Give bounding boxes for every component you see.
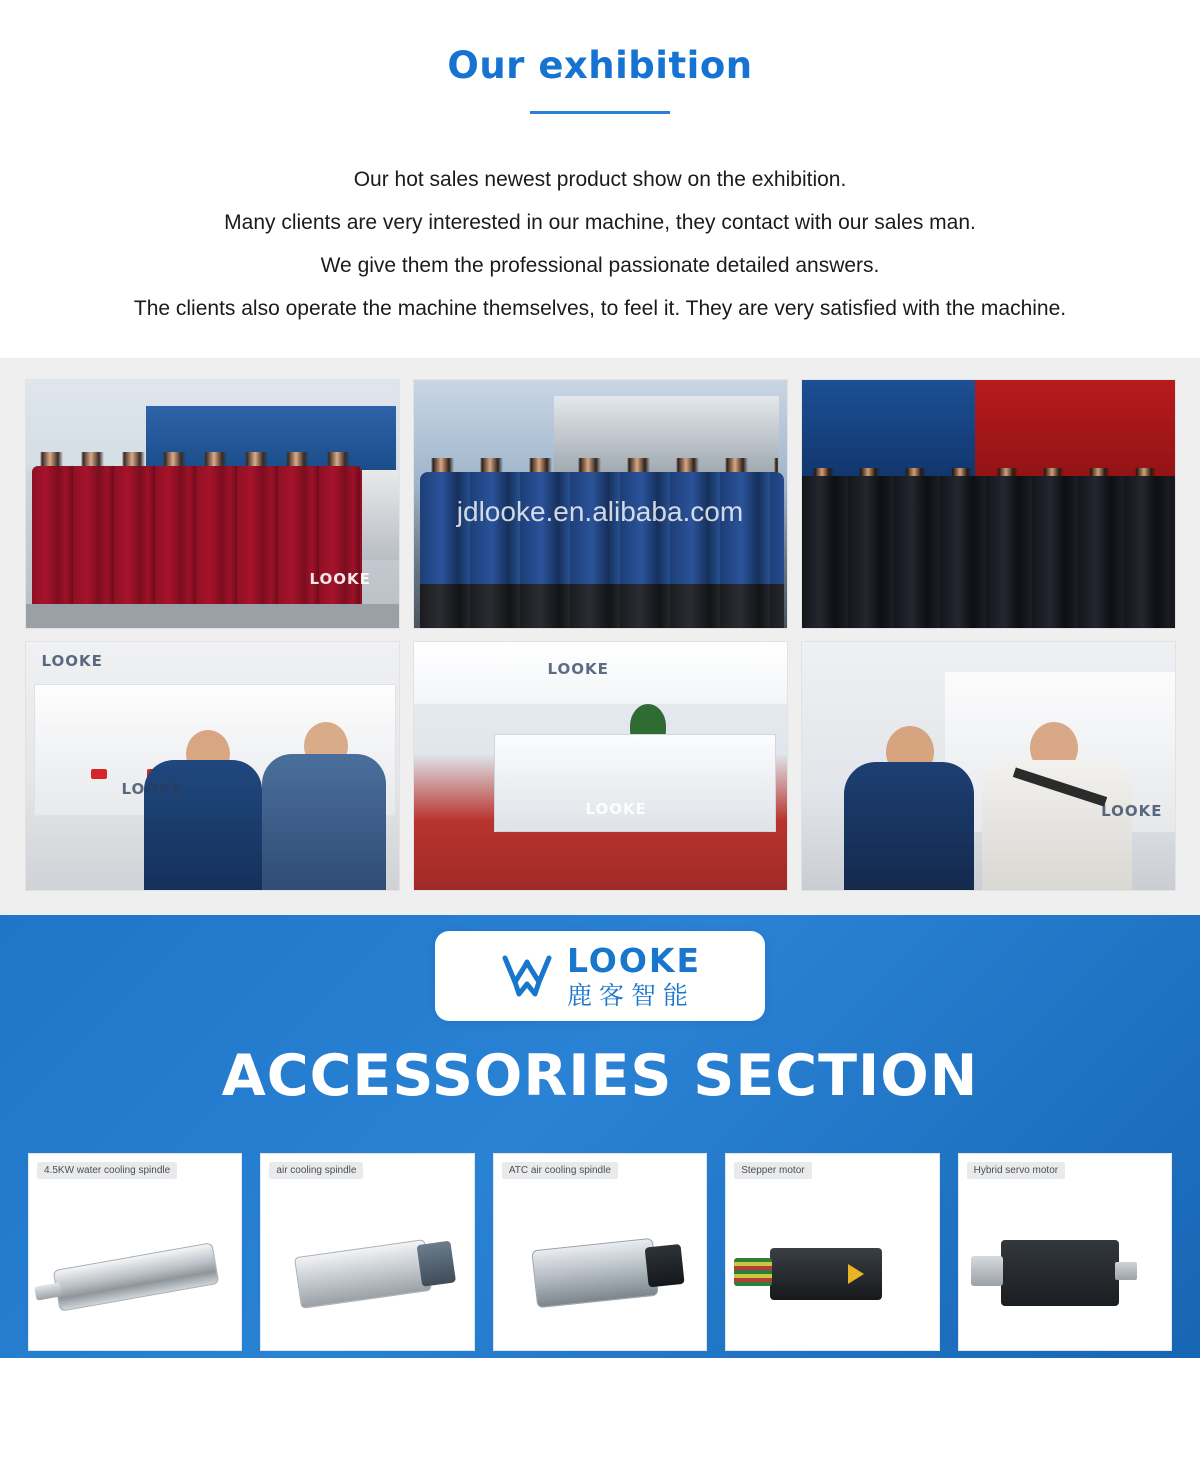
accessories-section bbox=[0, 915, 1200, 1358]
spindle-body bbox=[294, 1239, 432, 1309]
looke-logo-icon bbox=[499, 952, 555, 1000]
page-title: Our exhibition bbox=[447, 44, 753, 87]
accessory-label: ATC air cooling spindle bbox=[502, 1162, 618, 1179]
stepper-motor-image bbox=[726, 1200, 938, 1332]
intro-line-3: We give them the professional passionate detailed answers. bbox=[320, 254, 880, 277]
exhibition-photo-client-thumbsup[interactable] bbox=[25, 641, 400, 891]
accessory-label: air cooling spindle bbox=[269, 1162, 363, 1179]
logo-latin-text: LOOKE bbox=[566, 941, 702, 980]
sales-man bbox=[844, 762, 974, 891]
photo-scene bbox=[802, 380, 1175, 628]
accessory-card-atc-air-cooling-spindle[interactable] bbox=[493, 1153, 707, 1351]
machine-brand-print: LOOKE bbox=[121, 780, 183, 798]
machine-brand-print: LOOKE bbox=[585, 800, 647, 818]
intro-line-4: The clients also operate the machine themselves, to feel it. They are very satisfied with the machine. bbox=[133, 297, 1067, 320]
brand-logo-watermark: LOOKE bbox=[41, 652, 103, 670]
brand-logo-watermark: LOOKE bbox=[1101, 802, 1163, 820]
site-watermark: jdlooke.en.alibaba.com bbox=[456, 496, 744, 527]
team-legs bbox=[420, 584, 784, 629]
brand-logo-watermark: LOOKE bbox=[547, 660, 609, 678]
accessory-card-air-cooling-spindle[interactable] bbox=[260, 1153, 474, 1351]
accessory-label: Stepper motor bbox=[734, 1162, 811, 1179]
accessories-card-row bbox=[28, 1153, 1172, 1351]
title-underline-divider bbox=[530, 111, 670, 114]
client-person bbox=[262, 754, 386, 891]
spindle-body bbox=[531, 1238, 658, 1308]
brand-logo-watermark: LOOKE bbox=[309, 570, 371, 588]
photo-scene bbox=[414, 380, 787, 628]
intro-paragraph bbox=[45, 158, 1155, 330]
exhibition-photo-gallery bbox=[0, 358, 1200, 915]
photo-scene bbox=[26, 642, 399, 890]
exhibition-photo-visitors-banner[interactable] bbox=[801, 379, 1176, 629]
gallery-row-top bbox=[0, 379, 1200, 629]
accessories-title: ACCESSORIES SECTION bbox=[221, 1043, 979, 1109]
exhibition-photo-booth-machines[interactable] bbox=[413, 641, 788, 891]
motor-body bbox=[1001, 1240, 1119, 1306]
accessory-card-water-cooling-spindle[interactable] bbox=[28, 1153, 242, 1351]
accessory-card-stepper-motor[interactable] bbox=[725, 1153, 939, 1351]
blue-banner bbox=[802, 380, 992, 482]
machine-red-marker bbox=[91, 769, 107, 779]
air-cooling-spindle-image bbox=[261, 1200, 473, 1332]
motor-body bbox=[770, 1248, 882, 1300]
accessory-label: 4.5KW water cooling spindle bbox=[37, 1162, 177, 1179]
logo-chinese-text: 鹿客智能 bbox=[566, 981, 695, 1010]
intro-line-2: Many clients are very interested in our machine, they contact with our sales man. bbox=[224, 211, 976, 234]
spindle-body bbox=[53, 1242, 220, 1311]
atc-air-cooling-spindle-image bbox=[494, 1200, 706, 1332]
exhibition-photo-two-clients[interactable] bbox=[801, 641, 1176, 891]
team-blue-uniforms bbox=[420, 472, 784, 592]
floor bbox=[26, 604, 399, 628]
gallery-row-bottom bbox=[0, 641, 1200, 891]
logo-text bbox=[566, 941, 702, 1010]
exhibition-photo-models-booth[interactable] bbox=[25, 379, 400, 629]
intro-line-1: Our hot sales newest product show on the exhibition. bbox=[353, 168, 847, 191]
accessory-label: Hybrid servo motor bbox=[967, 1162, 1065, 1179]
water-cooling-spindle-image bbox=[29, 1200, 241, 1332]
accessory-card-hybrid-servo-motor[interactable] bbox=[958, 1153, 1172, 1351]
hybrid-servo-motor-image bbox=[959, 1200, 1171, 1332]
exhibition-photo-team-group[interactable] bbox=[413, 379, 788, 629]
photo-scene bbox=[802, 642, 1175, 890]
company-logo-card bbox=[435, 931, 765, 1021]
photo-scene bbox=[414, 642, 787, 890]
visitors-crowd bbox=[802, 476, 1176, 629]
photo-scene bbox=[26, 380, 399, 628]
